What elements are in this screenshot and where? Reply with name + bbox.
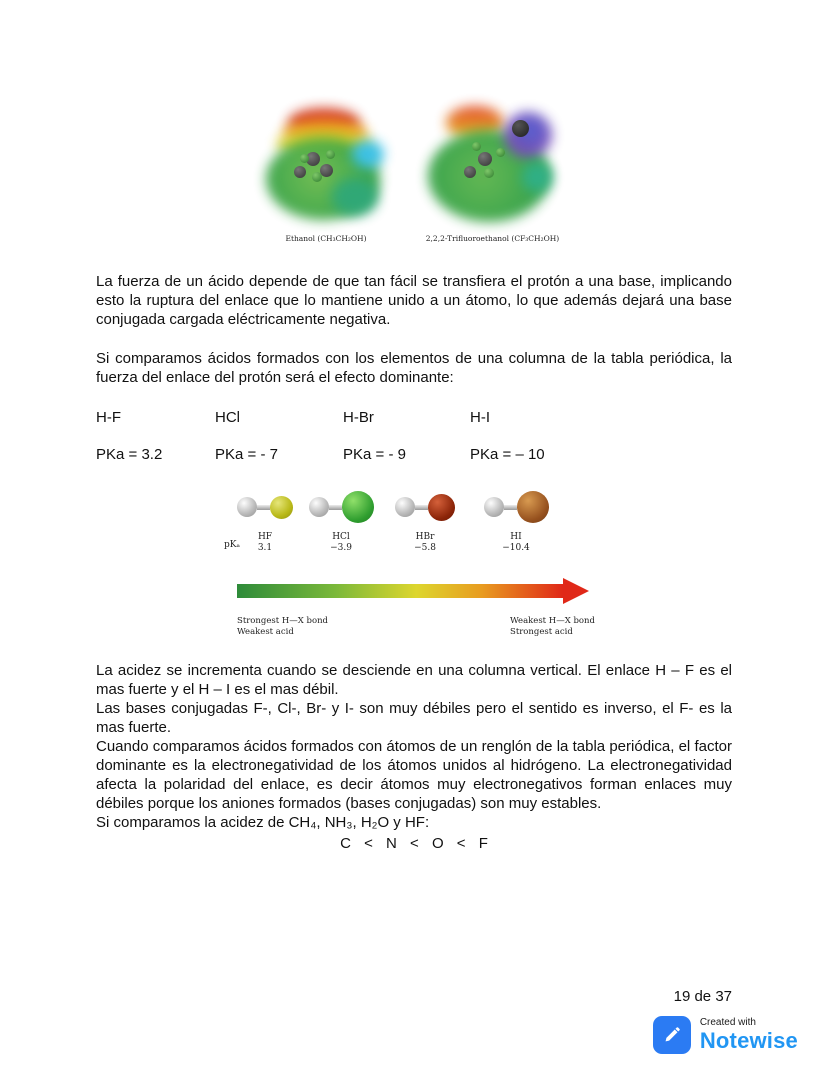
iodine-atom-sphere <box>517 491 549 523</box>
carbon-atom-sphere <box>478 152 492 166</box>
oxygen-atom-sphere <box>294 166 306 178</box>
chlorine-atom-sphere <box>342 491 374 523</box>
hydrogen-atom-sphere <box>395 497 415 517</box>
ethanol-potential-map-image <box>260 106 392 228</box>
figure-caption-trifluoroethanol: 2,2,2-Trifluoroethanol (CF₃CH₂OH) <box>425 234 560 243</box>
carbon-atom-sphere <box>464 166 476 178</box>
bond-stick <box>329 505 342 510</box>
trifluoroethanol-potential-map-image <box>426 106 558 230</box>
molecule-hbr <box>385 488 465 554</box>
arrow-label-left-line2: Weakest acid <box>237 627 294 637</box>
hydrogen-atom-sphere <box>472 142 481 151</box>
molecule-pka-value: 3.1 <box>257 543 273 553</box>
paragraph-conjugate-bases: Las bases conjugadas F-, Cl-, Br- y I- son muy débiles pero el sentido es inverso, el F- es la mas fuerte. <box>96 700 732 736</box>
hydrogen-atom-sphere <box>496 148 505 157</box>
arrow-head <box>563 578 589 604</box>
pka-value-hf: PKa = 3.2 <box>96 446 163 463</box>
hydrogen-atom-sphere <box>484 168 494 178</box>
arrow-label-right-line2: Strongest acid <box>510 627 573 637</box>
notewise-wordmark <box>700 1018 798 1052</box>
notewise-pencil-icon <box>653 1016 691 1054</box>
acid-formula-row <box>96 409 732 429</box>
paragraph-acidity-series: Si comparamos la acidez de CH₄, NH₃, H₂O y HF: <box>96 814 430 831</box>
halide-pka-figure <box>96 488 732 660</box>
hydrogen-atom-sphere <box>309 497 329 517</box>
hydrogen-atom-sphere <box>300 154 309 163</box>
acid-formula-hi: H-I <box>470 409 490 426</box>
hcl-molecule-image <box>301 488 381 526</box>
arrow-label-left <box>237 616 328 638</box>
pka-value-row <box>96 446 732 466</box>
pka-axis-label: pKₐ <box>224 540 240 550</box>
arrow-gradient-body <box>237 584 563 598</box>
notewise-brand-name: Notewise <box>699 1028 798 1053</box>
molecule-hcl <box>301 488 381 554</box>
molecule-pka-value: −3.9 <box>330 543 352 553</box>
created-with-label: Created with <box>699 1017 756 1028</box>
arrow-label-right-line1: Weakest H—X bond <box>510 616 595 626</box>
hi-molecule-image <box>476 488 556 526</box>
acid-formula-hf: H-F <box>96 409 121 426</box>
notewise-logo[interactable] <box>653 1016 798 1054</box>
molecule-label: HBr <box>415 532 435 542</box>
molecule-pka-value: −5.8 <box>414 543 436 553</box>
figure-caption-ethanol: Ethanol (CH₃CH₂OH) <box>285 234 367 243</box>
bromine-atom-sphere <box>428 494 455 521</box>
hydrogen-atom-sphere <box>237 497 257 517</box>
hydrogen-atom-sphere <box>484 497 504 517</box>
page-number: 19 de 37 <box>673 988 732 1005</box>
acidity-order-formula: C < N < O < F <box>340 835 488 852</box>
paragraph-acidity-column: La acidez se incrementa cuando se desciende en una columna vertical. El enlace H – F es el mas fuerte y el H – I es el mas débil. <box>96 662 732 698</box>
molecule-hi <box>476 488 556 554</box>
acid-formula-hbr: H-Br <box>343 409 374 426</box>
molecule-label: HCl <box>332 532 350 542</box>
paragraph-acid-strength: La fuerza de un ácido depende de que tan fácil se transfiera el protón a una base, implicando esto la ruptura del enlace que lo mantiene unido a un átomo, lo que además dejará una base conjugada cargada eléctricamente negativa. <box>96 273 732 328</box>
arrow-label-right <box>510 616 595 638</box>
fluorine-atom-sphere <box>270 496 293 519</box>
bond-stick <box>415 505 428 510</box>
pka-value-hi: PKa = – 10 <box>470 446 545 463</box>
fluorine-atom-sphere <box>512 120 529 137</box>
molecule-label: HF <box>257 532 273 542</box>
paragraph-row-comparison: Cuando comparamos ácidos formados con átomos de un renglón de la tabla periódica, el factor dominante es la electronegatividad de los átomos unidos al hidrógeno. La electronegatividad afecta la polaridad del enlace, es decir átomos muy electronegativos forman enlaces muy débiles porque los aniones formados (bases conjugadas) son muy estables. <box>96 738 732 812</box>
carbon-atom-sphere <box>320 164 333 177</box>
arrow-label-left-line1: Strongest H—X bond <box>237 616 328 626</box>
bond-stick <box>257 505 270 510</box>
lower-text-block <box>96 661 732 853</box>
hf-molecule-image <box>225 488 305 526</box>
pka-value-hbr: PKa = - 9 <box>343 446 406 463</box>
hydrogen-atom-sphere <box>312 172 322 182</box>
hbr-molecule-image <box>385 488 465 526</box>
bond-stick <box>504 505 517 510</box>
acid-formula-hcl: HCl <box>215 409 240 426</box>
paragraph-column-comparison: Si comparamos ácidos formados con los elementos de una columna de la tabla periódica, la fuerza del enlace del protón será el efecto dominante: <box>96 350 732 386</box>
pka-value-hcl: PKa = - 7 <box>215 446 278 463</box>
molecule-pka-value: −10.4 <box>502 543 530 553</box>
hydrogen-atom-sphere <box>326 150 335 159</box>
molecule-label: HI <box>510 532 522 542</box>
